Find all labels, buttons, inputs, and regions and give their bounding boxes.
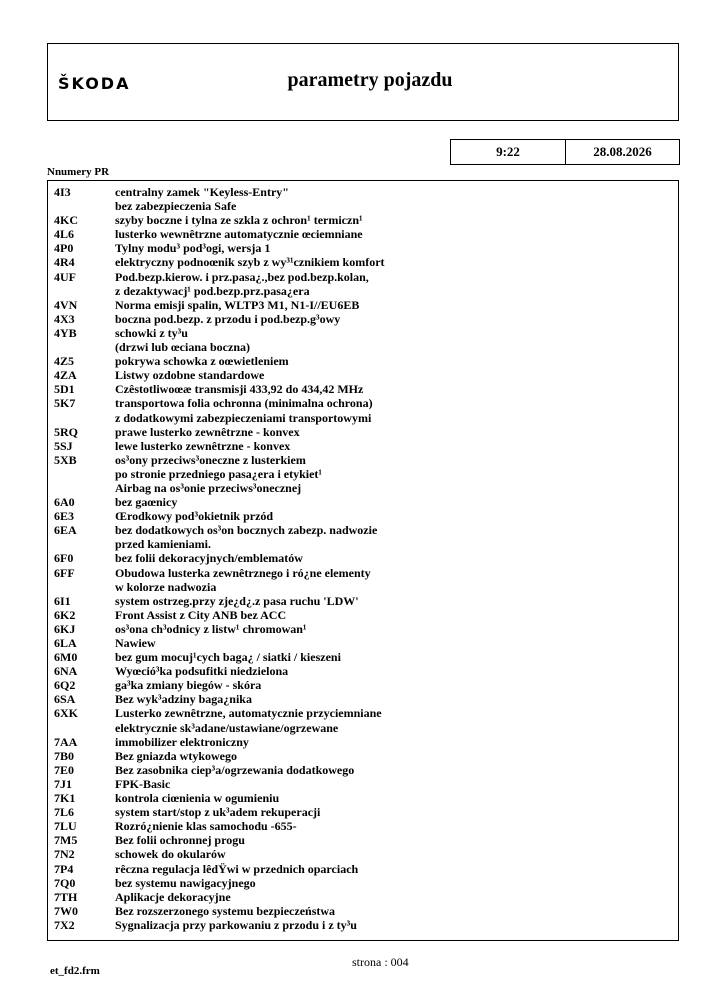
pr-code xyxy=(48,340,115,354)
pr-code: 5XB xyxy=(54,452,77,467)
pr-code: 6NA xyxy=(54,664,78,679)
pr-description: Sygnalizacja przy parkowaniu z przodu i z ty³u xyxy=(115,917,357,932)
pr-code: 4L6 xyxy=(54,227,75,242)
pr-code: 4ZA xyxy=(54,368,77,383)
form-file-name: et_fd2.frm xyxy=(50,965,100,977)
pr-code: 4UF xyxy=(54,269,76,284)
pr-description: Listwy ozdobne standardowe xyxy=(115,368,265,383)
pr-description: (drzwi lub œciana boczna) xyxy=(115,340,250,355)
pr-code: 6XK xyxy=(54,706,78,721)
pr-code: 7J1 xyxy=(54,776,72,791)
pr-description: po stronie przedniego pasa¿era i etykiet¹ xyxy=(115,466,323,481)
table-row xyxy=(48,354,678,368)
pr-description: bez gum mocuj¹cych baga¿ / siatki / kieszeni xyxy=(115,650,341,665)
pr-description: Front Assist z City ANB bez ACC xyxy=(115,607,287,622)
table-row xyxy=(48,467,678,481)
pr-description: Czêstotliwoœæ transmisji 433,92 do 434,42 MHz xyxy=(115,382,364,397)
table-row xyxy=(48,876,678,890)
pr-description: Bez gniazda wtykowego xyxy=(115,748,237,763)
skoda-logo: ŠKODA xyxy=(58,74,131,93)
table-row xyxy=(48,255,678,269)
pr-description: boczna pod.bezp. z przodu i pod.bezp.g³owy xyxy=(115,311,341,326)
table-row xyxy=(48,241,678,255)
table-row xyxy=(48,340,678,354)
table-row xyxy=(48,890,678,904)
pr-code: 4X3 xyxy=(54,311,75,326)
table-row xyxy=(48,904,678,918)
pr-description: Bez rozszerzonego systemu bezpieczeństwa xyxy=(115,903,336,918)
pr-code xyxy=(48,537,115,551)
table-row xyxy=(48,777,678,791)
pr-description: bez folii dekoracyjnych/emblematów xyxy=(115,551,303,566)
pr-description: Bez wyk³adziny baga¿nika xyxy=(115,692,252,707)
pr-description: bez gaœnicy xyxy=(115,495,178,510)
pr-description: Tylny modu³ pod³ogi, wersja 1 xyxy=(115,241,271,256)
pr-description: kontrola ciœnienia w ogumieniu xyxy=(115,791,280,806)
pr-description: lusterko wewnêtrzne automatycznie œciemniane xyxy=(115,227,363,242)
pr-description: Aplikacje dekoracyjne xyxy=(115,889,231,904)
print-date: 28.08.2026 xyxy=(593,144,652,159)
table-row xyxy=(48,706,678,720)
table-row xyxy=(48,523,678,537)
pr-description: przed kamieniami. xyxy=(115,537,211,552)
table-row xyxy=(48,862,678,876)
table-row xyxy=(48,481,678,495)
pr-description: Nawiew xyxy=(115,636,156,650)
pr-description: szyby boczne i tylna ze szkla z ochron¹ termiczn¹ xyxy=(115,213,363,228)
table-row xyxy=(48,763,678,777)
table-row xyxy=(48,326,678,340)
table-row xyxy=(48,312,678,326)
pr-code: 4R4 xyxy=(54,255,75,270)
table-row xyxy=(48,833,678,847)
pr-code: 5RQ xyxy=(54,424,78,439)
pr-description: elektrycznie sk³adane/ustawiane/ogrzewane xyxy=(115,720,339,735)
table-row xyxy=(48,284,678,298)
pr-description: schowki z ty³u xyxy=(115,325,188,340)
table-row xyxy=(48,213,678,227)
table-row xyxy=(48,678,678,692)
pr-description: Bez zasobnika ciep³a/ogrzewania dodatkowego xyxy=(115,762,355,777)
pr-description: elektryczny podnoœnik szyb z wy³¹cznikiem komfort xyxy=(115,255,385,270)
table-row xyxy=(48,396,678,410)
table-row xyxy=(48,537,678,551)
table-row xyxy=(48,735,678,749)
table-row xyxy=(48,270,678,284)
pr-description: ga³ka zmiany biegów - skóra xyxy=(115,678,262,693)
pr-code: 7X2 xyxy=(54,917,75,932)
pr-code: 7LU xyxy=(54,819,77,834)
pr-code: 6I1 xyxy=(54,593,71,608)
table-row xyxy=(48,298,678,312)
pr-description: os³ony przeciws³oneczne z lusterkiem xyxy=(115,452,306,467)
pr-code xyxy=(48,580,115,594)
page-number: strona : 004 xyxy=(352,955,409,969)
pr-description: schowek do okularów xyxy=(115,847,226,862)
pr-code: 7N2 xyxy=(54,847,75,862)
pr-code: 7Q0 xyxy=(54,875,76,890)
section-label: Nnumery PR xyxy=(47,166,110,178)
table-row xyxy=(48,199,678,213)
pr-description: z dodatkowymi zabezpieczeniami transportowymi xyxy=(115,410,372,425)
pr-description: bez dodatkowych os³on bocznych zabezp. nadwozie xyxy=(115,523,378,538)
pr-code: 6M0 xyxy=(54,650,78,665)
pr-code: 4P0 xyxy=(54,241,74,256)
table-row xyxy=(48,721,678,735)
pr-code: 4YB xyxy=(54,325,77,340)
pr-code: 6LA xyxy=(54,636,77,650)
pr-description: Bez folii ochronnej progu xyxy=(115,833,245,848)
pr-code: 6K2 xyxy=(54,607,76,622)
table-row xyxy=(48,425,678,439)
pr-description: bez zabezpieczenia Safe xyxy=(115,199,237,214)
pr-code xyxy=(48,721,115,735)
pr-code xyxy=(48,284,115,298)
pr-code: 6FF xyxy=(54,565,75,580)
pr-code: 6KJ xyxy=(54,621,76,636)
pr-description: FPK-Basic xyxy=(115,776,171,791)
pr-description: Norma emisji spalin, WLTP3 M1, N1-I//EU6EB xyxy=(115,297,360,312)
table-row xyxy=(48,650,678,664)
pr-code: 7B0 xyxy=(54,748,75,763)
pr-code xyxy=(48,411,115,425)
pr-description: z dezaktywacj¹ pod.bezp.prz.pasa¿era xyxy=(115,283,310,298)
pr-code: 6F0 xyxy=(54,551,74,566)
pr-description: centralny zamek "Keyless-Entry" xyxy=(115,185,289,199)
pr-description: pokrywa schowka z oœwietleniem xyxy=(115,354,289,369)
pr-description: Œrodkowy pod³okietnik przód xyxy=(115,509,274,524)
pr-code xyxy=(48,199,115,213)
pr-code: 6Q2 xyxy=(54,678,76,693)
table-row xyxy=(48,664,678,678)
pr-code: 5SJ xyxy=(54,438,73,453)
table-row xyxy=(48,227,678,241)
pr-description: Obudowa lusterka zewnêtrznego i ró¿ne elementy xyxy=(115,565,371,580)
pr-code: 4KC xyxy=(54,213,78,228)
table-row xyxy=(48,749,678,763)
table-row xyxy=(48,636,678,650)
table-row xyxy=(48,805,678,819)
pr-description: transportowa folia ochronna (minimalna ochrona) xyxy=(115,396,373,411)
pr-code: 6A0 xyxy=(54,495,75,510)
pr-code: 7P4 xyxy=(54,861,74,876)
table-row xyxy=(48,453,678,467)
pr-code: 6E3 xyxy=(54,509,75,524)
pr-code: 7W0 xyxy=(54,903,78,918)
pr-code: 4VN xyxy=(54,297,78,312)
document-title: parametry pojazdu xyxy=(287,69,453,91)
table-row xyxy=(48,566,678,580)
pr-description: lewe lusterko zewnêtrzne - konvex xyxy=(115,438,291,453)
table-row xyxy=(48,594,678,608)
table-row xyxy=(48,439,678,453)
table-row xyxy=(48,382,678,396)
print-time: 9:22 xyxy=(451,140,566,164)
pr-description: os³ona ch³odnicy z listw¹ chromowan¹ xyxy=(115,621,307,636)
table-row xyxy=(48,608,678,622)
pr-description: system ostrzeg.przy zje¿d¿.z pasa ruchu 'LDW' xyxy=(115,593,359,608)
table-row xyxy=(48,551,678,565)
pr-code: 7TH xyxy=(54,889,78,904)
document-header xyxy=(47,43,679,121)
pr-code: 6EA xyxy=(54,523,77,538)
pr-description: Lusterko zewnêtrzne, automatycznie przyciemniane xyxy=(115,706,382,721)
pr-code: 4I3 xyxy=(54,185,71,199)
pr-description: Rozró¿nienie klas samochodu -655- xyxy=(115,819,297,834)
table-row xyxy=(48,622,678,636)
pr-description: prawe lusterko zewnêtrzne - konvex xyxy=(115,424,300,439)
table-row xyxy=(48,368,678,382)
pr-description: immobilizer elektroniczny xyxy=(115,734,249,749)
table-row xyxy=(48,918,678,932)
pr-code: 7M5 xyxy=(54,833,78,848)
pr-description: bez systemu nawigacyjnego xyxy=(115,875,256,890)
table-row xyxy=(48,819,678,833)
table-row xyxy=(48,185,678,199)
pr-code: 5D1 xyxy=(54,382,75,397)
pr-code: 5K7 xyxy=(54,396,76,411)
pr-code: 7K1 xyxy=(54,791,76,806)
datetime-box xyxy=(450,139,680,165)
pr-code: 4Z5 xyxy=(54,354,75,369)
pr-code: 6SA xyxy=(54,692,76,707)
table-row xyxy=(48,847,678,861)
pr-code: 7L6 xyxy=(54,805,75,820)
pr-description: Pod.bezp.kierow. i prz.pasa¿.,bez pod.bezp.kolan, xyxy=(115,269,369,284)
pr-description: Wyœció³ka podsufitki niedzielona xyxy=(115,664,289,679)
table-row xyxy=(48,509,678,523)
table-row xyxy=(48,692,678,706)
pr-description: w kolorze nadwozia xyxy=(115,579,217,594)
pr-description: rêczna regulacja lêdŸwi w przednich oparciach xyxy=(115,861,359,876)
pr-code xyxy=(48,481,115,495)
table-row xyxy=(48,495,678,509)
table-row xyxy=(48,791,678,805)
pr-code xyxy=(48,467,115,481)
pr-description: system start/stop z uk³adem rekuperacji xyxy=(115,805,321,820)
pr-codes-table xyxy=(47,180,679,941)
pr-description: Airbag na os³onie przeciws³onecznej xyxy=(115,480,302,495)
table-row xyxy=(48,580,678,594)
pr-code: 7E0 xyxy=(54,762,75,777)
pr-code: 7AA xyxy=(54,734,78,749)
table-row xyxy=(48,411,678,425)
